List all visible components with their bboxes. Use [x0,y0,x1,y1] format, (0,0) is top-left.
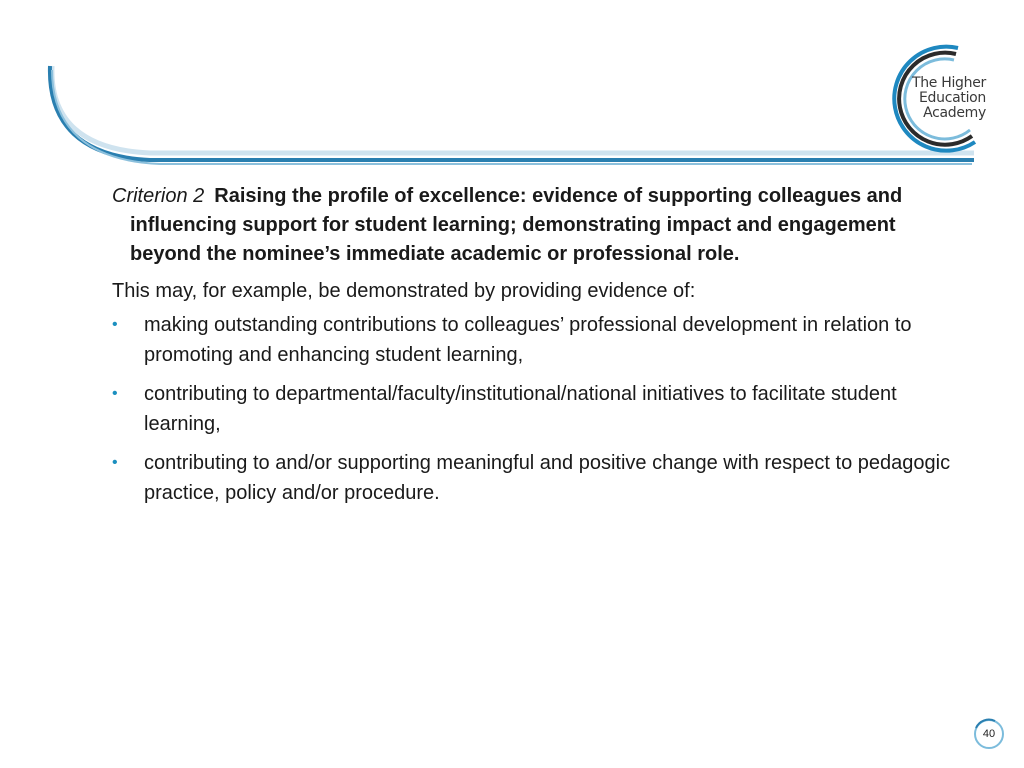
logo-line-3: Academy [923,105,986,121]
page-number: 40 [982,728,996,740]
criterion-text: Raising the profile of excellence: evidence of supporting colleagues and influencing support for student learning; demonstrating impact and engagement beyond the nominee’s immediate academic or professional role. [130,185,903,265]
bullet-dot-icon: • [112,454,118,471]
list-item [112,448,962,508]
lead-text: This may, for example, be demonstrated by providing evidence of: [112,280,696,302]
bullet-dot-icon: • [112,316,118,333]
page-number-badge [973,718,1005,750]
logo-line-1: The Higher [911,75,986,91]
header-swoosh [50,66,974,164]
list-item [112,379,962,439]
list-item-text: contributing to and/or supporting meaningful and positive change with respect to pedagogic practice, policy and/or procedure. [144,452,951,504]
evidence-list [112,310,962,508]
criterion-heading [112,182,962,269]
hea-logo-wordmark [896,76,986,121]
list-item [112,310,962,370]
bullet-dot-icon: • [112,385,118,402]
logo-line-2: Education [919,90,986,106]
slide-body [112,182,962,517]
list-item-text: contributing to departmental/faculty/institutional/national initiatives to facilitate student learning, [144,383,897,435]
list-item-text: making outstanding contributions to colleagues’ professional development in relation to promoting and enhancing student learning, [144,314,912,366]
criterion-label: Criterion 2 [112,185,205,207]
